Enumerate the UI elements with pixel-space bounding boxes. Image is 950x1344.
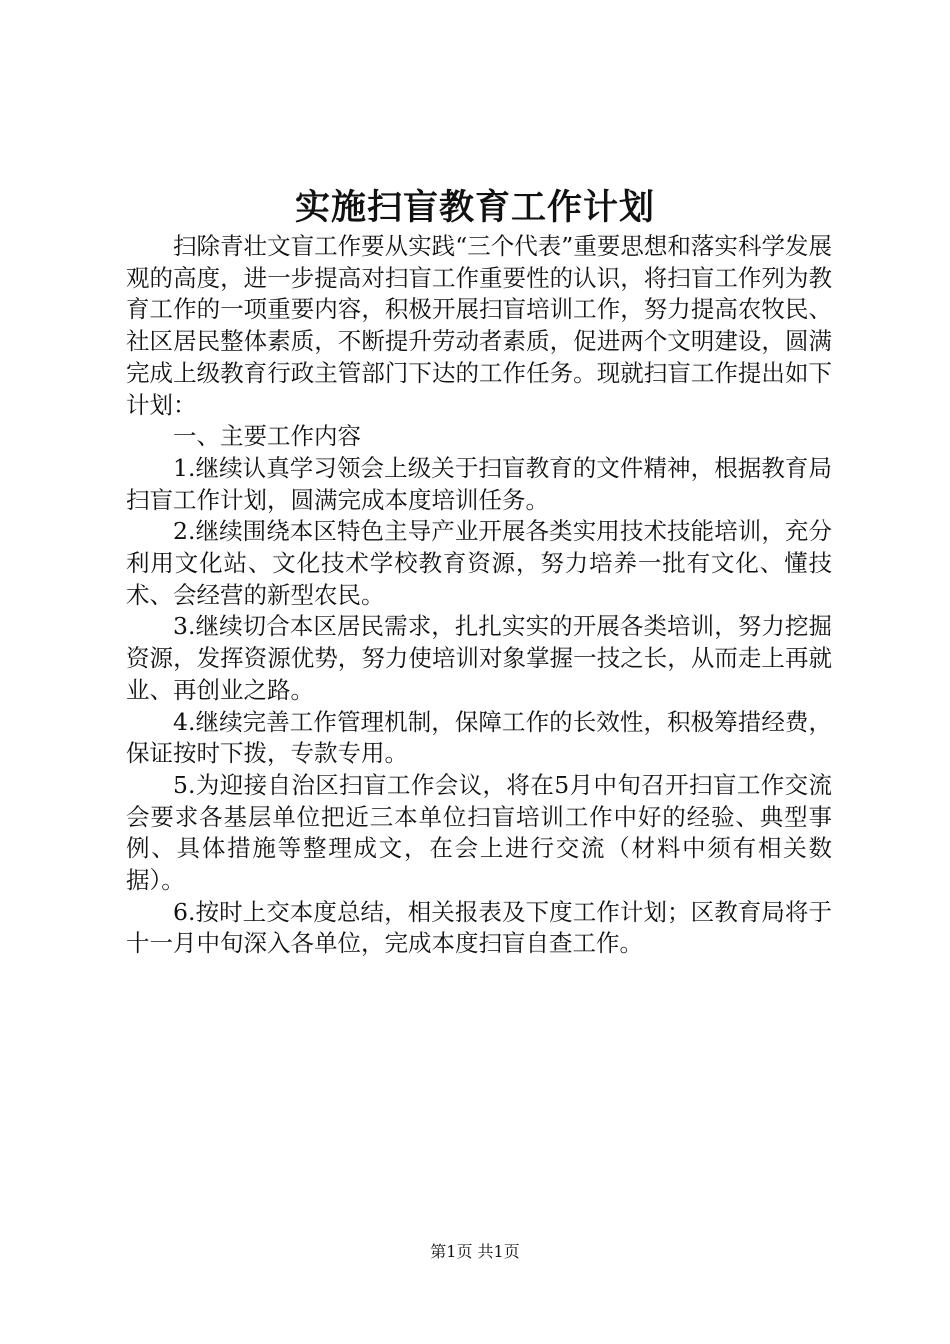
list-item-1: 1.继续认真学习领会上级关于扫盲教育的文件精神，根据教育局扫盲工作计划，圆满完成本度培训任务。 bbox=[126, 453, 832, 514]
list-item-3: 3.继续切合本区居民需求，扎扎实实的开展各类培训，努力挖掘资源，发挥资源优势，努力使培训对象掌握一技之长，从而走上再就业、再创业之路。 bbox=[126, 612, 832, 704]
page-footer: 第1页 共1页 bbox=[430, 1242, 520, 1261]
list-item-5: 5.为迎接自治区扫盲工作会议，将在5月中旬召开扫盲工作交流会要求各基层单位把近三本单位扫盲培训工作中好的经验、典型事例、具体措施等整理成文，在会上进行交流（材料中须有相关数据）。 bbox=[126, 770, 832, 895]
document-body bbox=[126, 231, 832, 960]
section-heading: 一、主要工作内容 bbox=[173, 422, 361, 451]
list-item-4: 4.继续完善工作管理机制，保障工作的长效性，积极筹措经费，保证按时下拨，专款专用。 bbox=[126, 707, 832, 768]
document-title: 实施扫盲教育工作计划 bbox=[294, 187, 655, 228]
paragraph-intro: 扫除青壮文盲工作要从实践“三个代表”重要思想和落实科学发展观的高度，进一步提高对扫盲工作重要性的认识，将扫盲工作列为教育工作的一项重要内容，积极开展扫盲培训工作，努力提高农牧民、社区居民整体素质，不断提升劳动者素质，促进两个文明建设，圆满完成上级教育行政主管部门下达的工作任务。现就扫盲工作提出如下计划： bbox=[126, 232, 832, 419]
list-item-2: 2.继续围绕本区特色主导产业开展各类实用技术技能培训，充分利用文化站、文化技术学校教育资源，努力培养一批有文化、懂技术、会经营的新型农民。 bbox=[126, 517, 832, 609]
list-item-6: 6.按时上交本度总结，相关报表及下度工作计划；区教育局将于十一月中旬深入各单位，完成本度扫盲自查工作。 bbox=[126, 897, 832, 958]
